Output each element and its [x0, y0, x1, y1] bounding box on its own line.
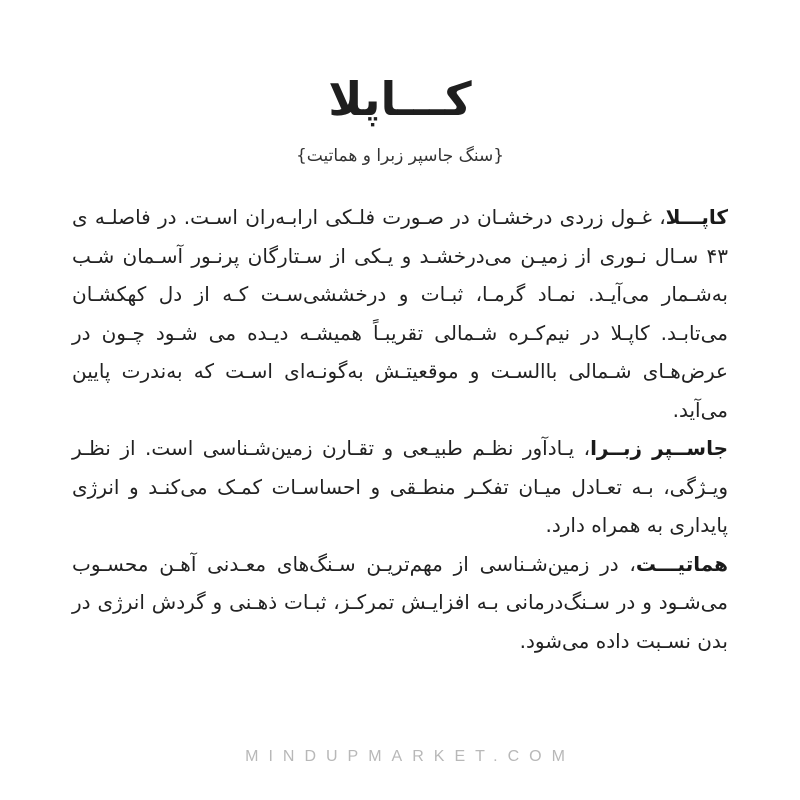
body-text [72, 198, 728, 660]
paragraph-hematite-text: ، در زمین‌شـناسی از مهم‌تریـن سـنگ‌های معـدنی آهـن محسـوب می‌شـود و در سـنگ‌درمانی بـه افزایـش تمرکـز، ثبـات ذهـنی و گردش انرژی در بدن نسـبت داده می‌شود. [72, 551, 728, 653]
lead-zebra-jasper: جاســپر زبــرا [590, 436, 728, 460]
footer-brand: MINDUPMARKET.COM [245, 748, 575, 765]
paragraph-capella-text: ، غـول زردی درخشـان در صـورت فلـکی ارابـه‌ران اسـت. در فاصلـه ی ۴۳ سـال نـوری از زمیـن می‌درخشـد و یـکی از سـتارگان پرنـور آسـمان شـب به‌شـمار می‌آیـد. نمـاد گرمـا، ثبـات و درخششی‌سـت کـه از دل کهکشـان می‌تابـد. کاپـلا در نیم‌کـره شـمالی تقریبـاً همیشـه دیـده می شـود چـون در عرض‌هـای شـمالی باالسـت و موقعیتـش به‌گونـه‌ای اسـت که به‌ندرت پایین می‌آید. [72, 205, 728, 422]
paragraph-zebra-jasper [72, 429, 728, 545]
paragraph-hematite [72, 545, 728, 661]
page-title: کـــاپلا [328, 72, 472, 126]
paragraph-capella [72, 198, 728, 429]
lead-hematite: هماتیـــت [635, 551, 728, 576]
page-subtitle: {سنگ جاسپر زبرا و هماتیت} [295, 146, 505, 166]
paragraph-zebra-jasper-text: ، یـادآور نظـم طبیـعی و تقـارن زمین‌شـناسی است. از نظـر ویـژگی، بـه تعـادل میـان تفکـر منطـقی و احساسـات کمـک می‌کنـد و انرژی پایداری به همراه دارد. [72, 436, 728, 537]
lead-capella: کاپـــلا [665, 205, 728, 229]
